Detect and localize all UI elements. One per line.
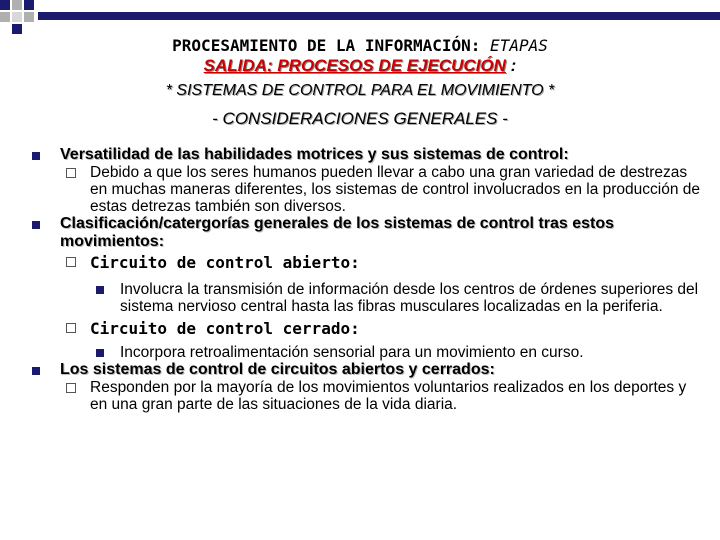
bullet-text: Clasificación/catergorías generales de los sistemas de control tras estos movimientos: [60,215,615,250]
square-bullet-icon [96,349,104,357]
decor-square [12,0,22,10]
detail-bullet-text: Incorpora retroalimentación sensorial para un movimiento en curso. [120,344,584,361]
sub-bullet-item [30,164,700,215]
title-italic: ETAPAS [490,36,548,55]
sub-bullet-text: Debido a que los seres humanos pueden llevar a cabo una gran variedad de destrezas en muchas maneras diferentes, los sistemas de control involucrados en la producción de estas detrezas también son diversos. [90,164,700,215]
section-heading: * SISTEMAS DE CONTROL PARA EL MOVIMIENTO * [165,82,555,99]
square-bullet-icon [96,286,104,294]
slide-subtitle [60,56,660,76]
slide-title [60,36,660,55]
decor-square [0,0,10,10]
bullet-text: Los sistemas de control de circuitos abiertos y cerrados: [60,361,495,378]
sub-bullet-item [30,379,700,413]
sub-bullet-text: Responden por la mayoría de los movimientos voluntarios realizados en los deportes y en una gran parte de las situaciones de la vida diaria. [90,379,687,413]
title-main: PROCESAMIENTO DE LA INFORMACIÓN: [172,36,491,55]
sub-bullet-text: Circuito de control abierto: [90,253,360,272]
square-bullet-icon [32,221,40,229]
subtitle-colon: : [505,56,517,75]
hollow-square-bullet-icon [66,168,76,178]
decor-square [12,12,22,22]
section-subheading: - CONSIDERACIONES GENERALES - [212,109,508,128]
detail-bullet-text: Involucra la transmisión de información desde los centros de órdenes superiores del sistema nervioso central hasta las fibras musculares localizadas en la periferia. [120,281,699,315]
decor-square [0,12,10,22]
slide-body [30,146,700,413]
square-bullet-icon [32,367,40,375]
detail-bullet-item [30,344,700,361]
hollow-square-bullet-icon [66,323,76,333]
subtitle-red: SALIDA: PROCESOS DE EJECUCIÓN [203,56,506,75]
decor-square [24,0,34,10]
sub-bullet-item [30,253,700,273]
square-bullet-icon [32,152,40,160]
hollow-square-bullet-icon [66,383,76,393]
bullet-item [30,361,700,379]
decor-square [24,12,34,22]
hollow-square-bullet-icon [66,257,76,267]
bullet-text: Versatilidad de las habilidades motrices y sus sistemas de control: [60,146,569,163]
decor-square [12,24,22,34]
detail-bullet-item [30,281,700,315]
bullet-item [30,146,700,164]
sub-bullet-text: Circuito de control cerrado: [90,319,360,338]
bullet-item [30,215,700,251]
sub-bullet-item [30,319,700,339]
header-rule [38,12,720,20]
